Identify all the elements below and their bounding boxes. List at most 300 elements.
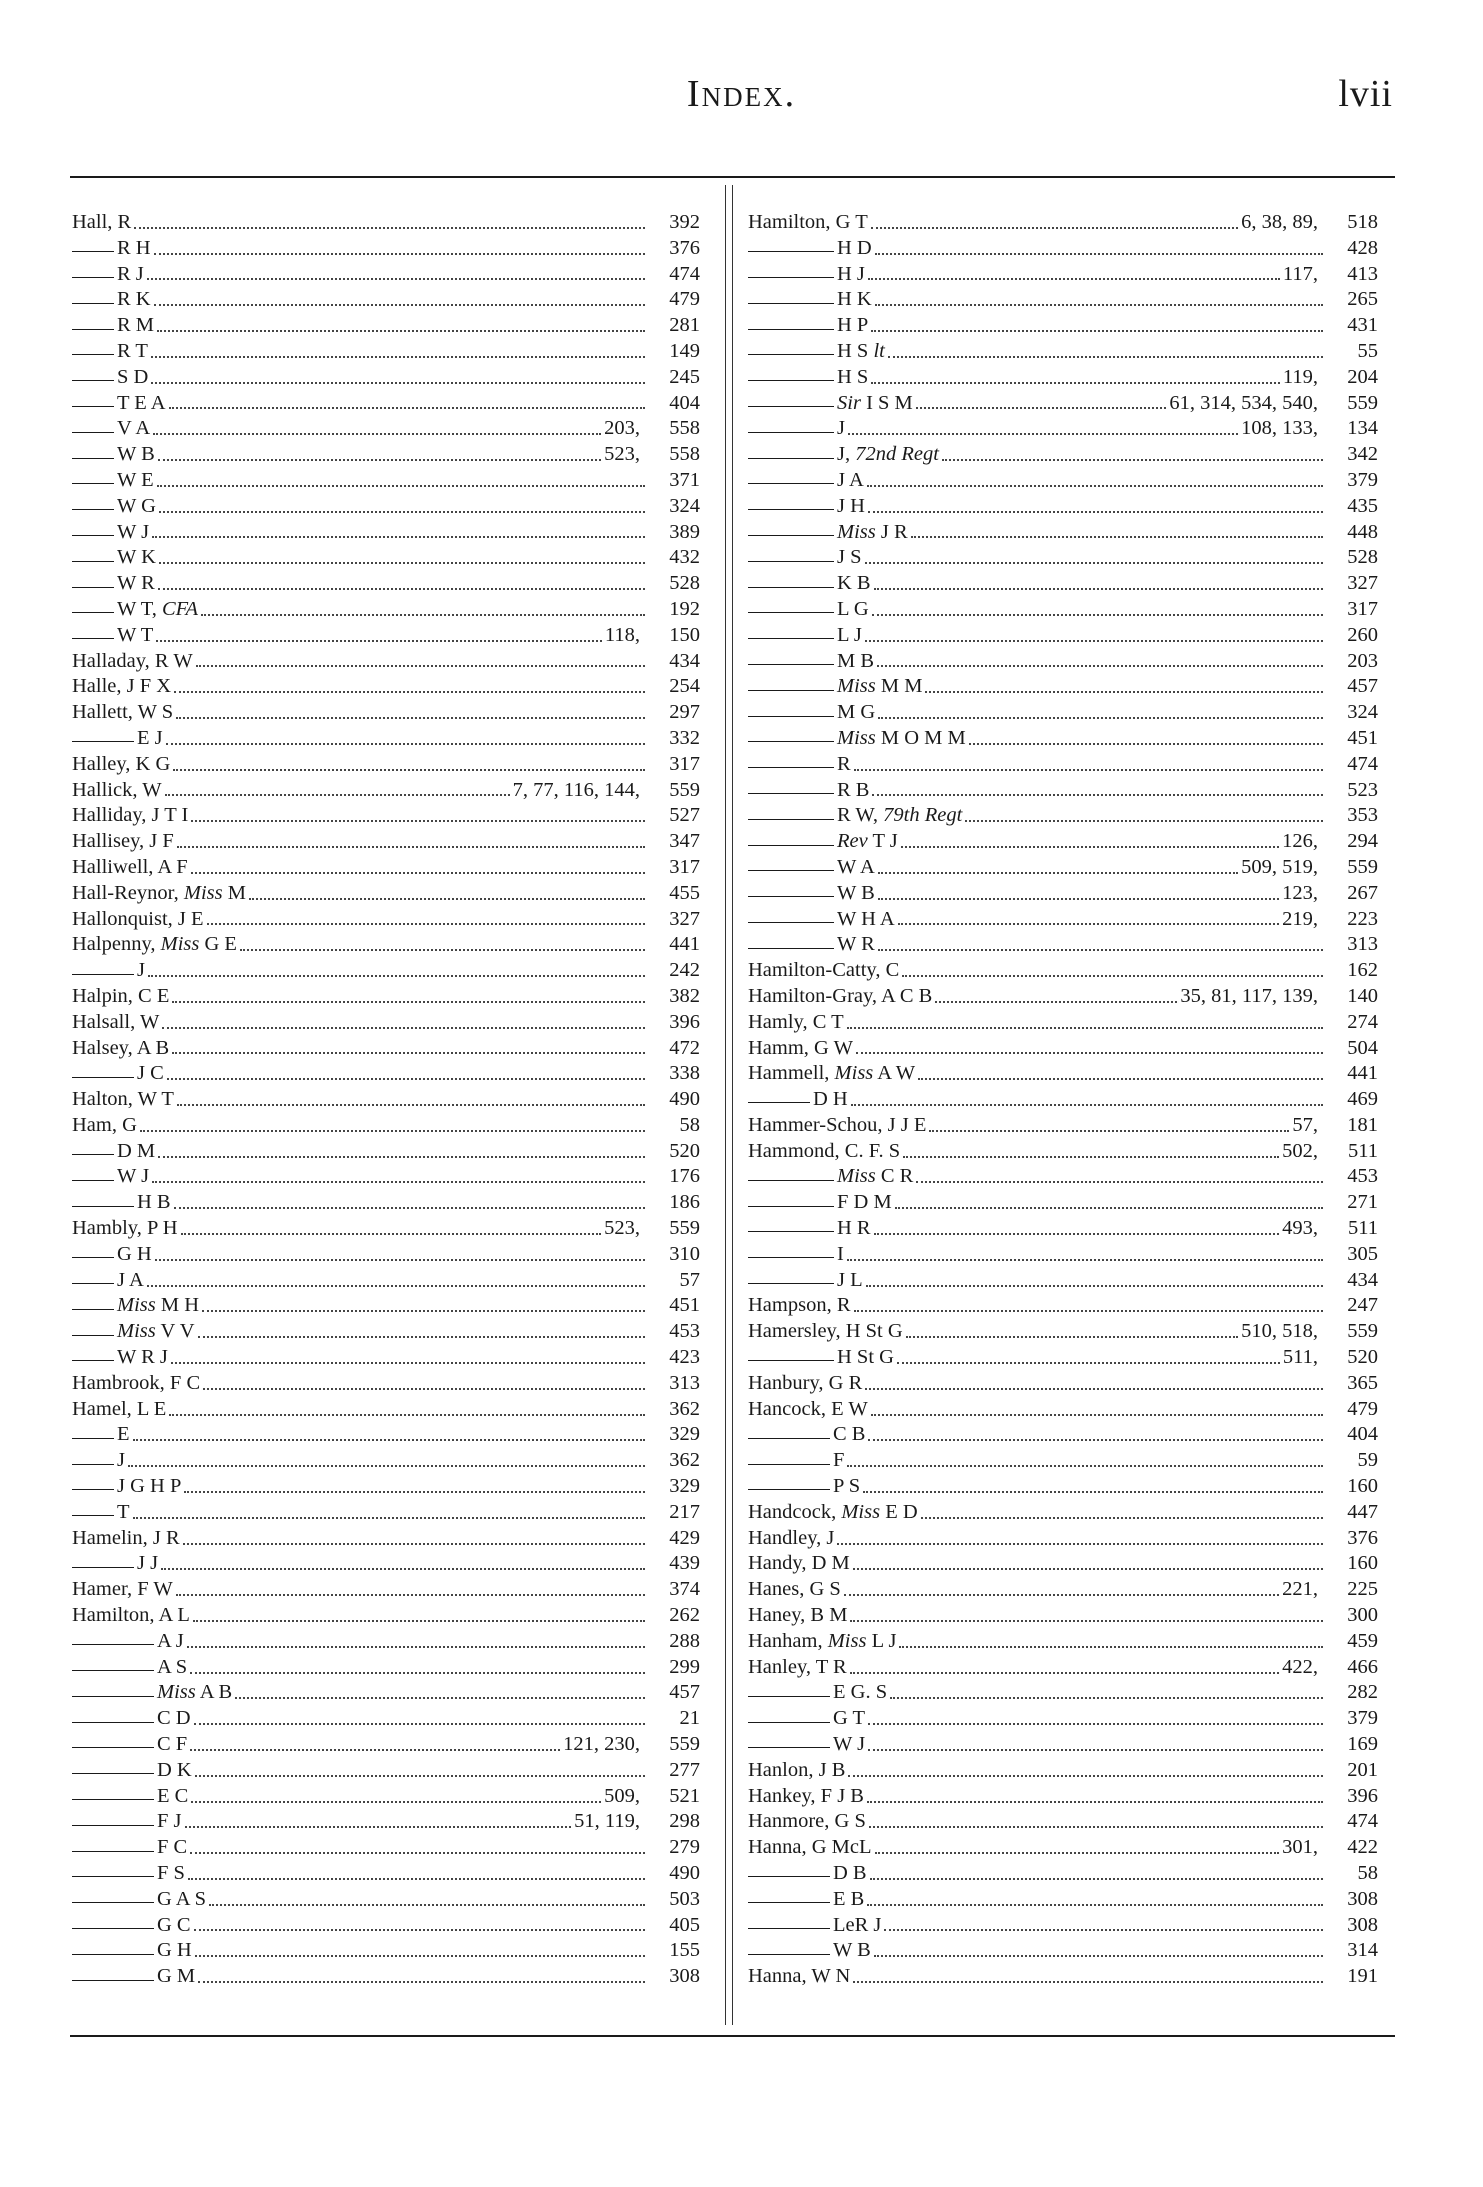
entry-name: W R	[837, 933, 875, 956]
ditto-dash	[72, 1722, 154, 1723]
index-entry	[72, 236, 700, 262]
ditto-dash	[748, 870, 834, 871]
ditto-dash	[748, 561, 834, 562]
index-entry	[72, 1190, 700, 1216]
entry-page-number: 288	[669, 1629, 700, 1652]
ditto-dash	[748, 535, 834, 536]
ditto-dash	[748, 1360, 834, 1361]
entry-name: W B	[117, 443, 155, 466]
entry-page-number: 474	[669, 262, 700, 285]
dot-leader	[865, 640, 1323, 642]
dot-leader	[181, 1233, 602, 1235]
ditto-dash	[72, 1825, 154, 1826]
index-entry	[72, 1706, 700, 1732]
dot-leader	[837, 1543, 1323, 1545]
dot-leader	[878, 949, 1323, 951]
entry-name: T E A	[117, 391, 166, 414]
entry-page-number: 277	[669, 1758, 700, 1781]
entry-name: J A	[837, 468, 864, 491]
entry-name: R B	[837, 778, 870, 801]
ditto-dash	[72, 1206, 134, 1207]
index-entry	[748, 855, 1378, 881]
dot-leader	[183, 1543, 645, 1545]
entry-extra-pages: 35, 81, 117, 139,	[1180, 984, 1318, 1007]
index-entry	[72, 829, 700, 855]
entry-page-number: 474	[1347, 1810, 1378, 1833]
index-entry	[72, 597, 700, 623]
dot-leader	[875, 304, 1323, 306]
index-entry	[72, 1964, 700, 1990]
entry-page-number: 181	[1347, 1113, 1378, 1136]
entry-page-number: 528	[669, 572, 700, 595]
entry-name: W K	[117, 546, 156, 569]
dot-leader	[171, 1362, 645, 1364]
entry-page-number: 451	[1347, 726, 1378, 749]
entry-name: Halle, J F X	[72, 675, 172, 698]
entry-name: Hancock, E W	[748, 1397, 868, 1420]
entry-page-number: 457	[1347, 675, 1378, 698]
entry-page-number: 55	[1357, 339, 1378, 362]
index-entry	[72, 907, 700, 933]
entry-extra-pages: 119,	[1282, 365, 1318, 388]
dot-leader	[925, 691, 1323, 693]
dot-leader	[190, 1672, 645, 1674]
entry-page-number: 217	[669, 1500, 700, 1523]
ditto-dash	[748, 1954, 830, 1955]
index-entry	[72, 958, 700, 984]
entry-page-number: 518	[1347, 211, 1378, 233]
entry-page-number: 160	[1347, 1475, 1378, 1498]
entry-name: Miss C R	[837, 1165, 914, 1188]
entry-page-number: 376	[669, 236, 700, 259]
entry-name: J H	[837, 494, 865, 517]
index-entry	[748, 1242, 1378, 1268]
entry-name: R W, 79th Regt	[837, 804, 963, 827]
entry-italic-qualifier: Miss	[117, 1320, 156, 1343]
dot-leader	[847, 1027, 1323, 1029]
dot-leader	[868, 1723, 1323, 1725]
dot-leader	[193, 1620, 645, 1622]
ditto-dash	[72, 1902, 154, 1903]
dot-leader	[874, 1955, 1323, 1957]
entry-page-number: 428	[1347, 236, 1378, 259]
entry-page-number: 300	[1347, 1604, 1378, 1627]
entry-page-number: 447	[1347, 1500, 1378, 1523]
ditto-dash	[72, 1876, 154, 1877]
entry-name: Rev T J	[837, 830, 898, 853]
entry-page-number: 559	[1347, 391, 1378, 414]
dot-leader	[198, 1336, 646, 1338]
entry-name: K B	[837, 572, 871, 595]
entry-extra-pages: 57,	[1292, 1113, 1318, 1136]
dot-leader	[901, 846, 1279, 848]
dot-leader	[868, 1749, 1323, 1751]
entry-name: G H	[117, 1242, 152, 1265]
entry-page-number: 490	[669, 1088, 700, 1111]
entry-extra-pages: 61, 314, 534, 540,	[1169, 391, 1318, 414]
dot-leader	[848, 1775, 1323, 1777]
entry-italic-qualifier: Miss	[837, 520, 876, 543]
index-entry	[748, 391, 1378, 417]
entry-name: Hall, R	[72, 211, 132, 233]
dot-leader	[965, 820, 1323, 822]
entry-name: F C	[157, 1836, 188, 1859]
entry-name: I	[837, 1242, 844, 1265]
index-entry	[748, 803, 1378, 829]
dot-leader	[154, 253, 645, 255]
entry-name: Hammond, C. F. S	[748, 1139, 901, 1162]
index-entry	[72, 1655, 700, 1681]
entry-page-number: 332	[669, 726, 700, 749]
entry-page-number: 472	[669, 1036, 700, 1059]
entry-name: S D	[117, 365, 149, 388]
index-entry	[748, 1706, 1378, 1732]
entry-page-number: 140	[1347, 984, 1378, 1007]
entry-name: Hamilton, G T	[748, 211, 868, 233]
entry-name: LeR J	[833, 1913, 882, 1936]
entry-italic-qualifier: Miss	[183, 881, 223, 904]
dot-leader	[153, 433, 601, 435]
entry-italic-qualifier: Miss	[827, 1629, 867, 1652]
dot-leader	[969, 743, 1323, 745]
entry-name: Handley, J	[748, 1526, 835, 1549]
index-entry	[748, 1319, 1378, 1345]
ditto-dash	[748, 1747, 830, 1748]
entry-name: Hamilton-Catty, C	[748, 959, 900, 982]
entry-name: H D	[837, 236, 872, 259]
index-entry	[72, 1784, 700, 1810]
dot-leader	[194, 1723, 645, 1725]
dot-leader	[875, 253, 1323, 255]
ditto-dash	[748, 406, 834, 407]
ditto-dash	[748, 1722, 830, 1723]
entry-page-number: 314	[1347, 1939, 1378, 1962]
index-entry	[72, 674, 700, 700]
entry-page-number: 192	[669, 597, 700, 620]
entry-page-number: 396	[1347, 1784, 1378, 1807]
index-entry	[72, 1164, 700, 1190]
dot-leader	[851, 1104, 1323, 1106]
bottom-rule	[70, 2035, 1395, 2037]
dot-leader	[935, 1001, 1177, 1003]
entry-name: M B	[837, 649, 875, 672]
entry-page-number: 338	[669, 1062, 700, 1085]
entry-extra-pages: 203,	[604, 417, 640, 440]
dot-leader	[184, 1491, 645, 1493]
dot-leader	[191, 872, 645, 874]
entry-page-number: 329	[669, 1475, 700, 1498]
entry-name: L G	[837, 597, 869, 620]
entry-extra-pages: 523,	[604, 443, 640, 466]
dot-leader	[195, 1775, 645, 1777]
entry-name: E B	[833, 1887, 865, 1910]
entry-page-number: 281	[669, 314, 700, 337]
entry-extra-pages: 502,	[1282, 1139, 1318, 1162]
entry-extra-pages: 221,	[1282, 1578, 1318, 1601]
entry-page-number: 347	[669, 830, 700, 853]
top-rule	[70, 176, 1395, 178]
entry-page-number: 242	[669, 959, 700, 982]
index-entry	[748, 1913, 1378, 1939]
entry-extra-pages: 51, 119,	[574, 1810, 640, 1833]
dot-leader	[162, 1027, 645, 1029]
dot-leader	[929, 1130, 1289, 1132]
entry-name: Miss M M	[837, 675, 923, 698]
dot-leader	[147, 1285, 645, 1287]
entry-page-number: 434	[1347, 1268, 1378, 1291]
ditto-dash	[72, 1747, 154, 1748]
index-entry	[748, 1113, 1378, 1139]
dot-leader	[872, 614, 1323, 616]
entry-name: W R J	[117, 1346, 168, 1369]
entry-extra-pages: 123,	[1282, 881, 1318, 904]
index-entry	[72, 1087, 700, 1113]
entry-page-number: 155	[669, 1939, 700, 1962]
dot-leader	[856, 1052, 1323, 1054]
page-title: Index.	[686, 73, 797, 115]
entry-name: Handcock, Miss E D	[748, 1500, 918, 1523]
entry-name: Hampson, R	[748, 1294, 851, 1317]
dot-leader	[172, 1052, 645, 1054]
index-entry	[72, 778, 700, 804]
entry-page-number: 469	[1347, 1088, 1378, 1111]
entry-page-number: 413	[1347, 262, 1378, 285]
index-entry	[72, 442, 700, 468]
entry-name: W G	[117, 494, 156, 517]
dot-leader	[240, 949, 645, 951]
ditto-dash	[72, 1360, 114, 1361]
ditto-dash	[748, 458, 834, 459]
entry-page-number: 223	[1347, 907, 1378, 930]
entry-name: W A	[837, 855, 875, 878]
dot-leader	[166, 743, 645, 745]
ditto-dash	[748, 664, 834, 665]
entry-name: Halley, K G	[72, 752, 171, 775]
index-entry	[748, 1371, 1378, 1397]
index-entry	[72, 700, 700, 726]
entry-name: Hamm, G W	[748, 1036, 853, 1059]
entry-extra-pages: 118,	[604, 623, 640, 646]
entry-name: Hanna, W N	[748, 1965, 851, 1988]
entry-page-number: 282	[1347, 1681, 1378, 1704]
entry-name: J S	[837, 546, 862, 569]
entry-page-number: 57	[679, 1268, 700, 1291]
dot-leader	[174, 691, 645, 693]
entry-page-number: 150	[669, 623, 700, 646]
dot-leader	[847, 1465, 1323, 1467]
dot-leader	[201, 614, 645, 616]
entry-page-number: 313	[669, 1371, 700, 1394]
dot-leader	[871, 227, 1238, 229]
ditto-dash	[748, 483, 834, 484]
dot-leader	[865, 562, 1323, 564]
ditto-dash	[72, 1696, 154, 1697]
index-entry	[72, 1061, 700, 1087]
entry-name: J	[117, 1449, 125, 1472]
ditto-dash	[748, 896, 834, 897]
entry-name: E J	[137, 726, 163, 749]
entry-page-number: 490	[669, 1862, 700, 1884]
entry-page-number: 267	[1347, 881, 1378, 904]
entry-name: W R	[117, 572, 155, 595]
ditto-dash	[72, 432, 114, 433]
entry-name: E	[117, 1423, 130, 1446]
index-entry	[748, 365, 1378, 391]
entry-name: D M	[117, 1139, 156, 1162]
dot-leader	[169, 407, 645, 409]
dot-leader	[155, 1259, 645, 1261]
entry-page-number: 511	[1348, 1217, 1378, 1240]
dot-leader	[869, 1826, 1323, 1828]
entry-italic-qualifier: Miss	[160, 933, 200, 956]
index-entry	[72, 855, 700, 881]
entry-name: R M	[117, 314, 155, 337]
index-entry	[748, 1680, 1378, 1706]
index-entry	[748, 339, 1378, 365]
entry-name: Halpin, C E	[72, 984, 170, 1007]
index-entry	[748, 313, 1378, 339]
ditto-dash	[748, 741, 834, 742]
dot-leader	[159, 511, 645, 513]
entry-page-number: 451	[669, 1294, 700, 1317]
entry-name: R J	[117, 262, 144, 285]
index-entry	[72, 1242, 700, 1268]
dot-leader	[872, 794, 1323, 796]
index-entry	[748, 1887, 1378, 1913]
entry-italic-qualifier: Miss	[841, 1500, 881, 1523]
index-entry	[748, 1758, 1378, 1784]
dot-leader	[902, 975, 1323, 977]
entry-italic-qualifier: 72nd Regt	[855, 443, 939, 466]
entry-page-number: 528	[1347, 546, 1378, 569]
entry-name: Halsall, W	[72, 1010, 160, 1033]
dot-leader	[140, 1130, 645, 1132]
entry-page-number: 169	[1347, 1733, 1378, 1756]
dot-leader	[868, 1439, 1323, 1441]
dot-leader	[195, 1955, 645, 1957]
entry-name: J J	[137, 1552, 159, 1575]
dot-leader	[890, 1697, 1323, 1699]
dot-leader	[903, 1156, 1279, 1158]
entry-name: Halpenny, Miss G E	[72, 933, 237, 956]
dot-leader	[147, 278, 645, 280]
dot-leader	[878, 872, 1238, 874]
index-entry	[748, 1603, 1378, 1629]
index-entry	[748, 1448, 1378, 1474]
entry-italic-qualifier: 79th Regt	[883, 804, 963, 827]
index-entry	[748, 1474, 1378, 1500]
entry-extra-pages: 126,	[1282, 830, 1318, 853]
index-entry	[748, 752, 1378, 778]
entry-page-number: 434	[669, 649, 700, 672]
index-entry	[72, 571, 700, 597]
index-entry	[748, 1964, 1378, 1990]
entry-page-number: 186	[669, 1191, 700, 1214]
ditto-dash	[748, 1876, 830, 1877]
ditto-dash	[748, 509, 834, 510]
entry-page-number: 558	[669, 417, 700, 440]
index-entry	[72, 623, 700, 649]
entry-name: Halladay, R W	[72, 649, 193, 672]
entry-name: Hanes, G S	[748, 1578, 841, 1601]
entry-name: J A	[117, 1268, 144, 1291]
entry-name: J	[837, 417, 845, 440]
entry-page-number: 520	[669, 1139, 700, 1162]
entry-page-number: 308	[1347, 1887, 1378, 1910]
dot-leader	[916, 1181, 1323, 1183]
entry-name: M G	[837, 701, 876, 724]
dot-leader	[158, 459, 601, 461]
entry-name: Hamilton, A L	[72, 1604, 190, 1627]
entry-name: H B	[137, 1191, 171, 1214]
ditto-dash	[72, 587, 114, 588]
index-entry	[748, 416, 1378, 442]
ditto-dash	[72, 741, 134, 742]
dot-leader	[871, 1414, 1323, 1416]
entry-page-number: 329	[669, 1423, 700, 1446]
dot-leader	[906, 1336, 1238, 1338]
dot-leader	[848, 433, 1238, 435]
index-entry	[72, 1526, 700, 1552]
ditto-dash	[748, 638, 834, 639]
dot-leader	[871, 382, 1280, 384]
entry-name: W J	[117, 1165, 150, 1188]
ditto-dash	[72, 1489, 114, 1490]
index-entry	[72, 313, 700, 339]
entry-page-number: 298	[669, 1810, 700, 1833]
entry-page-number: 503	[669, 1887, 700, 1910]
index-entry	[748, 1629, 1378, 1655]
entry-italic-qualifier: Miss	[834, 1062, 874, 1085]
dot-leader	[865, 1388, 1323, 1390]
entry-name: G H	[157, 1939, 192, 1962]
ditto-dash	[748, 303, 834, 304]
entry-page-number: 279	[669, 1836, 700, 1859]
entry-page-number: 396	[669, 1010, 700, 1033]
ditto-dash	[748, 354, 834, 355]
entry-page-number: 317	[669, 752, 700, 775]
entry-extra-pages: 422,	[1282, 1655, 1318, 1678]
entry-name: R	[837, 752, 851, 775]
ditto-dash	[72, 1799, 154, 1800]
index-entry	[748, 1293, 1378, 1319]
ditto-dash	[748, 1180, 834, 1181]
index-entry	[72, 416, 700, 442]
dot-leader	[188, 1878, 645, 1880]
entry-name: J	[137, 959, 145, 982]
entry-page-number: 247	[1347, 1294, 1378, 1317]
index-entry	[72, 726, 700, 752]
entry-extra-pages: 510, 518,	[1241, 1320, 1318, 1343]
entry-page-number: 297	[669, 701, 700, 724]
ditto-dash	[72, 561, 114, 562]
entry-name: Hallett, W S	[72, 701, 174, 724]
entry-page-number: 511	[1348, 1139, 1378, 1162]
index-entry	[72, 391, 700, 417]
entry-page-number: 225	[1347, 1578, 1378, 1601]
entry-name: Miss M H	[117, 1294, 200, 1317]
index-entry	[72, 1913, 700, 1939]
index-entry	[72, 1139, 700, 1165]
entry-page-number: 453	[1347, 1165, 1378, 1188]
index-entry	[72, 1036, 700, 1062]
ditto-dash	[748, 587, 834, 588]
index-entry	[72, 1216, 700, 1242]
entry-name: Halsey, A B	[72, 1036, 170, 1059]
dot-leader	[897, 1362, 1280, 1364]
entry-name: J, 72nd Regt	[837, 443, 939, 466]
entry-name: H St G	[837, 1346, 894, 1369]
